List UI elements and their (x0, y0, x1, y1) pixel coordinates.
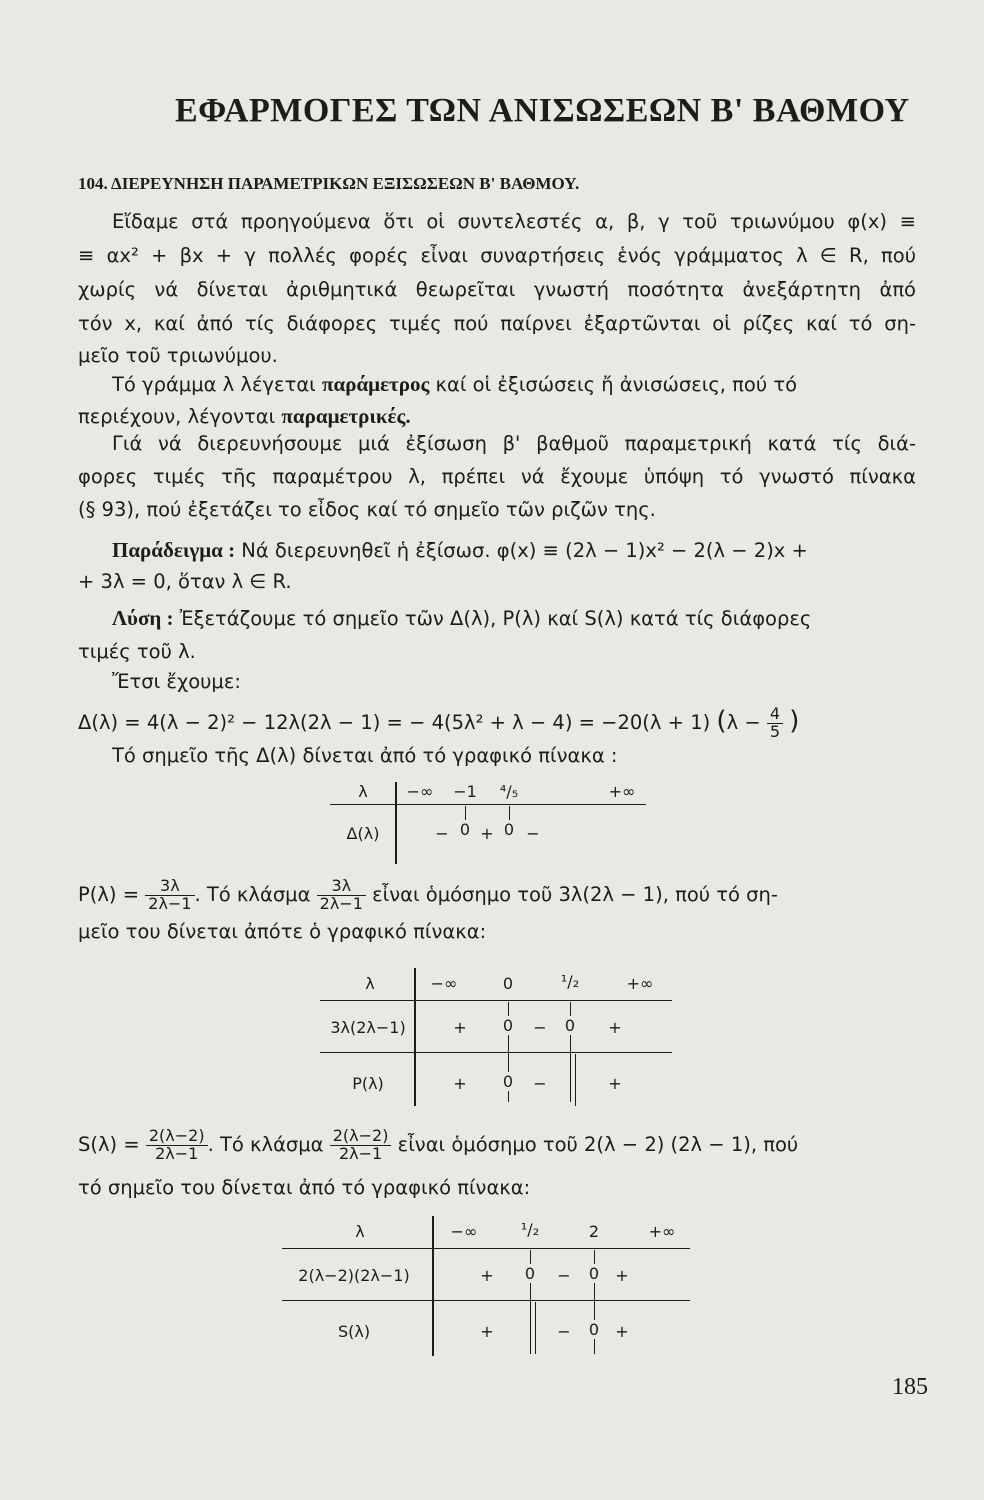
table-cell: − (435, 824, 449, 843)
table-cell: +∞ (648, 1222, 676, 1241)
text-span: Τό γράμμα λ λέγεται (112, 373, 316, 396)
table-rule (282, 1248, 690, 1249)
text-span: Ἐξετάζουμε τό σημεῖο τῶν Δ(λ), P(λ) καί S(λ) κατά τίς διάφορες (179, 607, 812, 630)
numerator: 2(λ−2) (330, 1128, 392, 1146)
fraction (767, 706, 783, 741)
table-cell: + (608, 1074, 622, 1093)
table-head: λ (358, 782, 368, 801)
table-row-label: S(λ) (337, 1322, 371, 1341)
table-divider (395, 782, 397, 864)
text-line: χωρίς νά δίνεται ἀριθμητικά θεωρεῖται γνωστή ποσότητα ἀνεξάρτητη ἀπό (78, 278, 916, 301)
section-heading: 104. ΔΙΕΡΕΥΝΗΣΗ ΠΑΡΑΜΕΤΡΙΚΩΝ ΕΞΙΣΩΣΕΩΝ Β' ΒΑΘΜΟΥ. (78, 174, 580, 193)
table-cell: −∞ (430, 974, 458, 993)
table-cell: − (533, 1018, 547, 1037)
text-line: Τό σημεῖο τῆς Δ(λ) δίνεται ἀπό τό γραφικό πίνακα : (112, 744, 618, 767)
table-cell: 0 (524, 1264, 536, 1283)
table-cell: 0 (459, 820, 471, 839)
table-cell: 2 (588, 1222, 600, 1241)
table-cell: +∞ (626, 974, 654, 993)
table-cell: + (480, 1322, 494, 1341)
table-cell: ⁴/₅ (499, 782, 519, 801)
denominator: 2λ−1 (155, 1144, 199, 1163)
denominator: 2λ−1 (148, 894, 192, 913)
example-label: Παράδειγμα : (112, 538, 236, 562)
p-label: P(λ) = (78, 883, 140, 906)
table-cell: 0 (502, 1016, 514, 1035)
solution-label: Λύση : (112, 606, 174, 630)
table-cell: + (453, 1018, 467, 1037)
table-cell: 0 (502, 1072, 514, 1091)
table-cell: − (557, 1266, 571, 1285)
text-line: Γιά νά διερευνήσουμε μιά ἐξίσωση β' βαθμοῦ παραμετρική κατά τίς διά- (112, 432, 916, 455)
table-cell: + (615, 1322, 629, 1341)
table-row-label: P(λ) (352, 1074, 384, 1093)
s-sign-table (282, 1218, 702, 1358)
table-row-label: 3λ(2λ−1) (330, 1018, 406, 1037)
delta-equation: Δ(λ) = 4(λ − 2)² − 12λ(2λ − 1) = − 4(5λ² + λ − 4) = −20(λ + 1) (λ − $\frac{4}{5}$ ) (78, 704, 800, 741)
p-definition-line (78, 878, 916, 913)
sign-change-line (535, 1302, 536, 1354)
p-sign-table (320, 970, 680, 1110)
table-cell: −1 (453, 782, 477, 801)
text-line: μεῖο τοῦ τριωνύμου. (78, 344, 278, 367)
table-head: λ (355, 1222, 365, 1241)
text-span: καί οἱ ἐξισώσεις ἤ ἀνισώσεις, πού τό (435, 373, 797, 396)
table-head: λ (365, 974, 375, 993)
denominator: 5 (769, 721, 781, 741)
sign-change-line (575, 1054, 576, 1106)
table-rule (330, 804, 646, 805)
text-span: . Τό κλάσμα (207, 1133, 324, 1156)
table-cell: + (615, 1266, 629, 1285)
table-row-label: Δ(λ) (346, 824, 380, 843)
s-definition-line (78, 1128, 916, 1163)
text-line: Εἴδαμε στά προηγούμενα ὅτι οἱ συντελεστές α, β, γ τοῦ τριωνύμου φ(x) ≡ (112, 210, 916, 233)
table-cell: − (533, 1074, 547, 1093)
table-cell: 0 (588, 1320, 600, 1339)
table-cell: +∞ (608, 782, 636, 801)
fraction (330, 1128, 392, 1163)
table-cell: 0 (564, 1016, 576, 1035)
table-cell: + (480, 1266, 494, 1285)
text-span: . Τό κλάσμα (194, 883, 311, 906)
table-cell: −∞ (406, 782, 434, 801)
numerator: 3λ (145, 878, 194, 896)
numerator: 4 (767, 706, 783, 724)
fraction (317, 878, 366, 913)
text-span: εἶναι ὁμόσημο τοῦ 3λ(2λ − 1), πού τό ση- (372, 883, 778, 906)
table-divider (414, 968, 416, 1106)
text-line: Ἔτσι ἔχουμε: (112, 670, 241, 693)
example-line (112, 538, 916, 563)
table-cell: ¹/₂ (560, 972, 580, 991)
table-rule (282, 1300, 690, 1301)
table-cell: − (557, 1322, 571, 1341)
table-cell: ¹/₂ (520, 1220, 540, 1239)
table-cell: − (526, 824, 540, 843)
text-line: + 3λ = 0, ὅταν λ ∈ R. (78, 570, 292, 593)
delta-sign-table (330, 780, 660, 870)
table-divider (432, 1216, 434, 1356)
numerator: 3λ (317, 878, 366, 896)
table-cell: 0 (502, 974, 514, 993)
table-cell: + (453, 1074, 467, 1093)
table-cell: −∞ (450, 1222, 478, 1241)
text-span: εἶναι ὁμόσημο τοῦ 2(λ − 2) (2λ − 1), πού (397, 1133, 799, 1156)
text-line (78, 404, 916, 429)
table-cell: + (480, 824, 494, 843)
equation-text: Δ(λ) = 4(λ − 2)² − 12λ(2λ − 1) = − 4(5λ² + λ − 4) = −20(λ + 1) (78, 710, 711, 734)
table-cell: 0 (503, 820, 515, 839)
text-line: μεῖο του δίνεται ἀπότε ὁ γραφικό πίνακα: (78, 920, 487, 943)
s-label: S(λ) = (78, 1133, 140, 1156)
denominator: 2λ−1 (319, 894, 363, 913)
solution-line (112, 606, 916, 631)
text-line: τόν x, καί ἀπό τίς διάφορες τιμές πού παίρνει ἐξαρτῶνται οἱ ρίζες καί τό ση- (78, 312, 916, 335)
table-cell: + (608, 1018, 622, 1037)
fraction (146, 1128, 208, 1163)
page-number: 185 (892, 1374, 928, 1400)
text-line: ≡ αx² + βx + γ πολλές φορές εἶναι συναρτήσεις ἑνός γράμματος λ ∈ R, πού (78, 244, 916, 267)
table-row-label: 2(λ−2)(2λ−1) (298, 1266, 410, 1285)
page-title: ΕΦΑΡΜΟΓΕΣ ΤΩΝ ΑΝΙΣΩΣΕΩΝ Β' ΒΑΘΜΟΥ (175, 92, 910, 129)
fraction (145, 878, 194, 913)
table-rule (320, 1052, 672, 1053)
text-line: τιμές τοῦ λ. (78, 640, 196, 663)
numerator: 2(λ−2) (146, 1128, 208, 1146)
text-line: τό σημεῖο του δίνεται ἀπό τό γραφικό πίνακα: (78, 1176, 531, 1199)
text-span: Νά διερευνηθεῖ ἡ ἐξίσωσ. φ(x) ≡ (2λ − 1)x² − 2(λ − 2)x + (241, 539, 808, 562)
term-parametric: παραμετρικές. (281, 404, 411, 428)
text-span: περιέχουν, λέγονται (78, 405, 276, 428)
term-parameter: παράμετρος (321, 372, 430, 396)
text-line: (§ 93), πού ἐξετάζει το εἶδος καί τό σημεῖο τῶν ριζῶν της. (78, 498, 656, 521)
text-line: φορες τιμές τῆς παραμέτρου λ, πρέπει νά ἔχουμε ὑπόψη τό γνωστό πίνακα (78, 465, 916, 488)
text-line (112, 372, 916, 397)
denominator: 2λ−1 (338, 1144, 383, 1163)
table-rule (320, 1000, 672, 1001)
table-cell: 0 (588, 1264, 600, 1283)
